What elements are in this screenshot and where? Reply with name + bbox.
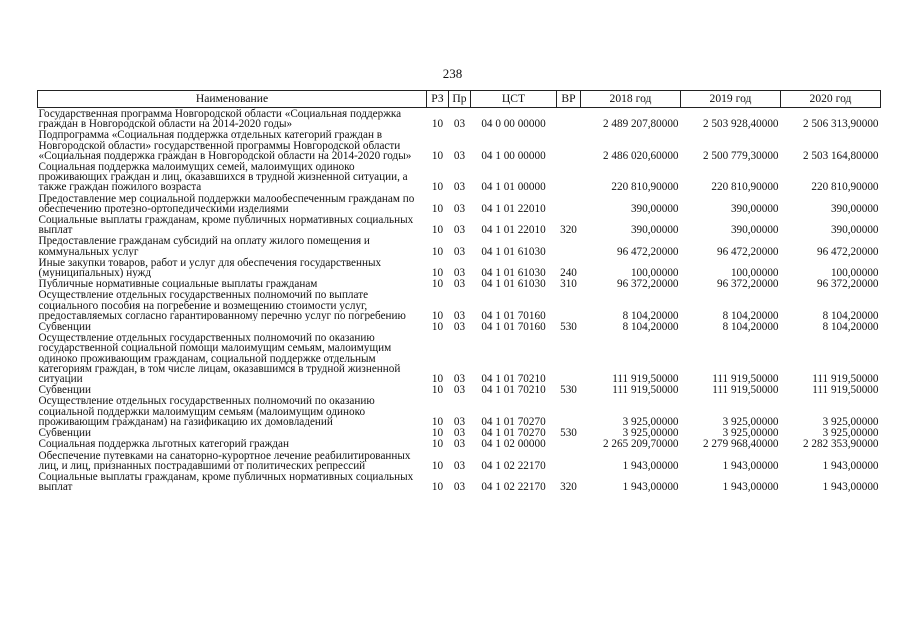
cell-2018: 3 925,00000: [622, 427, 679, 440]
header-name: Наименование: [38, 91, 427, 108]
cell-2020: 220 810,90000: [811, 181, 879, 194]
cell-name: Предоставление гражданам субсидий на оплату жилого помещения и коммунальных услуг: [38, 235, 370, 257]
cell-pr: 03: [453, 427, 466, 440]
cell-2020: 100,00000: [830, 267, 879, 280]
cell-2020: 390,00000: [830, 224, 879, 237]
table-row: [38, 235, 881, 256]
header-2019: 2019 год: [681, 91, 781, 108]
table-row: [38, 471, 881, 492]
cell-pr: 03: [453, 202, 466, 215]
cell-pr: 03: [453, 181, 466, 194]
page-number: 238: [442, 66, 463, 81]
cell-rz: 10: [431, 224, 444, 237]
cell-cst: 04 1 02 00000: [481, 438, 546, 451]
cell-2020: 8 104,20000: [822, 309, 879, 322]
cell-rz: 10: [431, 202, 444, 215]
cell-name: Социальная поддержка малоимущих семей, малоимущих одиноко проживающих граждан и лиц, оказавшихся в трудной жизненной ситуации, а также граждан пожилого возраста: [38, 161, 408, 193]
cell-cst: 04 1 01 70270: [481, 415, 546, 428]
cell-name: Публичные нормативные социальные выплаты гражданам: [38, 278, 318, 290]
cell-2018: 96 372,20000: [616, 278, 679, 291]
cell-2019: 2 500 779,30000: [702, 149, 779, 162]
cell-2018: 96 472,20000: [616, 245, 679, 258]
cell-vr: 530: [560, 427, 577, 440]
cell-2018: 390,00000: [630, 224, 679, 237]
cell-vr: 320: [560, 481, 577, 494]
cell-vr: 320: [560, 224, 577, 237]
cell-vr: [557, 289, 581, 321]
cell-2020: 390,00000: [830, 202, 879, 215]
cell-2018: 111 919,50000: [612, 373, 679, 386]
header-2020: 2020 год: [781, 91, 881, 108]
cell-cst: 04 0 00 00000: [481, 118, 546, 131]
header-cst: ЦСТ: [471, 91, 557, 108]
cell-rz: 10: [431, 245, 444, 258]
cell-name: Социальные выплаты гражданам, кроме публичных нормативных социальных выплат: [38, 470, 414, 493]
header-2018: 2018 год: [581, 91, 681, 108]
cell-name: Социальная поддержка льготных категорий граждан: [38, 438, 289, 450]
cell-vr: [557, 438, 581, 449]
cell-pr: 03: [453, 118, 466, 131]
cell-pr: 03: [453, 415, 466, 428]
cell-2020: 3 925,00000: [822, 415, 879, 428]
cell-2019: 111 919,50000: [712, 384, 779, 397]
cell-rz: 10: [431, 459, 444, 472]
cell-2020: 2 506 313,90000: [802, 118, 879, 131]
cell-cst: 04 1 01 22010: [481, 224, 546, 237]
cell-name: Подпрограмма «Социальная поддержка отдельных категорий граждан в Новгородской области» государственной программы Новгородской области «Социальная поддержка граждан в Новгородской области на 2014-2020 годы»: [38, 129, 412, 162]
cell-vr: 240: [560, 267, 577, 280]
cell-pr: 03: [453, 481, 466, 494]
cell-2020: 3 925,00000: [822, 427, 879, 440]
cell-pr: 03: [453, 321, 466, 334]
cell-2020: 2 503 164,80000: [802, 149, 879, 162]
cell-pr: 03: [453, 245, 466, 258]
cell-pr: 03: [453, 224, 466, 237]
cell-rz: 10: [431, 415, 444, 428]
table-row: [38, 438, 881, 449]
cell-2019: 96 472,20000: [716, 245, 779, 258]
cell-pr: 03: [453, 267, 466, 280]
cell-vr: [557, 395, 581, 427]
cell-pr: 03: [453, 459, 466, 472]
cell-name: Осуществление отдельных государственных полномочий по оказанию государственной социальной помощи малоимущим семьям, малоимущим одиноко проживающим гражданам, социальной поддержке отдельным категориям граждан, в том числе лицам, оказавшимся в трудной жизненной ситуации: [38, 332, 401, 385]
cell-2018: 8 104,20000: [622, 321, 679, 334]
cell-name: Осуществление отдельных государственных полномочий по оказанию социальной поддержки малоимущим семьям (малоимущим одиноко проживающим гражданам) на газификацию их домовладений: [38, 395, 375, 428]
table-row: [38, 129, 881, 161]
cell-2018: 3 925,00000: [622, 415, 679, 428]
cell-pr: 03: [453, 438, 466, 451]
cell-rz: 10: [431, 309, 444, 322]
cell-2018: 100,00000: [630, 267, 679, 280]
cell-pr: 03: [453, 149, 466, 162]
cell-cst: 04 1 01 70210: [481, 384, 546, 397]
table-row: [38, 108, 881, 130]
cell-rz: 10: [431, 267, 444, 280]
table-row: [38, 321, 881, 332]
cell-2019: 8 104,20000: [722, 309, 779, 322]
cell-name: Государственная программа Новгородской области «Социальная поддержка граждан в Новгородской области на 2014-2020 годы»: [38, 108, 402, 130]
header-pr: Пр: [449, 91, 471, 108]
cell-name: Субвенции: [38, 427, 91, 439]
cell-2020: 1 943,00000: [822, 459, 879, 472]
cell-2019: 1 943,00000: [722, 459, 779, 472]
cell-2018: 2 486 020,60000: [602, 149, 679, 162]
header-vr: ВР: [557, 91, 581, 108]
cell-rz: 10: [431, 373, 444, 386]
cell-2020: 2 282 353,90000: [802, 438, 879, 451]
cell-2019: 3 925,00000: [722, 415, 779, 428]
cell-vr: [557, 332, 581, 384]
cell-2018: 390,00000: [630, 202, 679, 215]
cell-cst: 04 1 01 61030: [481, 278, 546, 291]
cell-cst: 04 1 01 61030: [481, 267, 546, 280]
cell-2019: 2 503 928,40000: [702, 118, 779, 131]
cell-2019: 3 925,00000: [722, 427, 779, 440]
cell-2018: 8 104,20000: [622, 309, 679, 322]
cell-2019: 111 919,50000: [712, 373, 779, 386]
cell-2018: 1 943,00000: [622, 481, 679, 494]
cell-2020: 96 472,20000: [816, 245, 879, 258]
cell-vr: [557, 161, 581, 193]
cell-name: Субвенции: [38, 321, 91, 333]
cell-name: Субвенции: [38, 384, 91, 396]
table-row: [38, 395, 881, 427]
cell-2019: 8 104,20000: [722, 321, 779, 334]
cell-2019: 390,00000: [730, 202, 779, 215]
table-row: [38, 278, 881, 289]
cell-rz: 10: [431, 321, 444, 334]
cell-2019: 100,00000: [730, 267, 779, 280]
cell-2020: 96 372,20000: [816, 278, 879, 291]
cell-vr: [557, 235, 581, 256]
cell-pr: 03: [453, 373, 466, 386]
cell-rz: 10: [431, 481, 444, 494]
cell-rz: 10: [431, 278, 444, 291]
cell-rz: 10: [431, 181, 444, 194]
cell-2019: 96 372,20000: [716, 278, 779, 291]
cell-pr: 03: [453, 309, 466, 322]
table-row: [38, 193, 881, 214]
table-row: [38, 161, 881, 193]
cell-cst: 04 1 01 70270: [481, 427, 546, 440]
cell-2020: 1 943,00000: [822, 481, 879, 494]
cell-rz: 10: [431, 149, 444, 162]
cell-name: Предоставление мер социальной поддержки малообеспеченным гражданам по обеспечению протезно-ортопедическими изделиями: [38, 192, 415, 215]
cell-vr: [557, 129, 581, 161]
table-row: [38, 257, 881, 278]
cell-vr: 530: [560, 321, 577, 334]
cell-2020: 111 919,50000: [812, 384, 879, 397]
budget-table: [37, 90, 881, 492]
cell-cst: 04 1 01 70210: [481, 373, 546, 386]
table-row: [38, 450, 881, 471]
table-row: [38, 384, 881, 395]
cell-cst: 04 1 01 70160: [481, 321, 546, 334]
cell-name: Социальные выплаты гражданам, кроме публичных нормативных социальных выплат: [38, 214, 414, 236]
table-body: [38, 108, 881, 493]
cell-cst: 04 1 00 00000: [481, 149, 546, 162]
cell-2018: 1 943,00000: [622, 459, 679, 472]
cell-vr: [557, 108, 581, 130]
cell-2019: 1 943,00000: [722, 481, 779, 494]
cell-pr: 03: [453, 278, 466, 291]
cell-vr: 310: [560, 278, 577, 291]
cell-name: Обеспечение путевками на санаторно-курортное лечение реабилитированных лиц, и лиц, признанных пострадавшими от политических репрессий: [38, 449, 411, 471]
cell-cst: 04 1 01 00000: [481, 181, 546, 194]
cell-cst: 04 1 01 22010: [481, 202, 546, 215]
cell-cst: 04 1 01 61030: [481, 245, 546, 258]
cell-2018: 220 810,90000: [611, 181, 679, 194]
header-rz: РЗ: [427, 91, 449, 108]
cell-cst: 04 1 02 22170: [481, 481, 546, 494]
cell-rz: 10: [431, 118, 444, 131]
cell-vr: 530: [560, 384, 577, 397]
cell-rz: 10: [431, 384, 444, 397]
cell-pr: 03: [453, 384, 466, 397]
cell-rz: 10: [431, 427, 444, 440]
cell-vr: [557, 450, 581, 471]
cell-2018: 111 919,50000: [612, 384, 679, 397]
table-row: [38, 214, 881, 235]
cell-2019: 2 279 968,40000: [702, 438, 779, 451]
cell-cst: 04 1 01 70160: [481, 309, 546, 322]
cell-2020: 111 919,50000: [812, 373, 879, 386]
cell-name: Осуществление отдельных государственных полномочий по выплате социального пособия на погребение и возмещению стоимости услуг, предоставляемых согласно гарантированному перечню услуг по погребению: [38, 289, 406, 322]
table-row: [38, 427, 881, 438]
table-row: [38, 289, 881, 321]
cell-cst: 04 1 02 22170: [481, 459, 546, 472]
cell-2019: 390,00000: [730, 224, 779, 237]
cell-name: Иные закупки товаров, работ и услуг для обеспечения государственных (муниципальных) нужд: [38, 256, 382, 279]
cell-2020: 8 104,20000: [822, 321, 879, 334]
table-row: [38, 332, 881, 384]
cell-2018: 2 265 209,70000: [602, 438, 679, 451]
cell-2019: 220 810,90000: [711, 181, 779, 194]
cell-vr: [557, 193, 581, 214]
cell-rz: 10: [431, 438, 444, 451]
cell-2018: 2 489 207,80000: [602, 118, 679, 131]
table-header: [38, 91, 881, 108]
